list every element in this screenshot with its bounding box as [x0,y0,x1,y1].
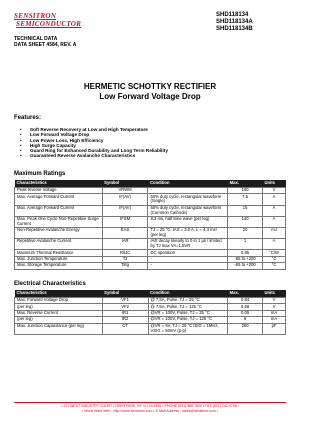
cell-condition: @ 7.5A, Pulse, TJ = 25 °C [148,298,228,304]
feature-item: • High Surge Capacity [20,143,168,148]
table-row [15,205,286,216]
cell-symbol: VF2 [102,304,148,310]
cell-symbol: IR1 [102,310,148,316]
cell-max: 1 [228,239,263,250]
column-header: Max. [228,180,263,188]
column-header: Units [263,180,286,188]
cell-max: 250 [228,323,263,334]
cell-units: °C [263,256,286,262]
cell-units: °C/W [263,250,286,256]
cell-units: mA [263,310,286,316]
cell-symbol: TJ [102,256,148,262]
cell-symbol: VF1 [102,298,148,304]
table-row [15,227,286,238]
cell-condition: - [148,256,228,262]
max-ratings-heading: Maximum Ratings [14,171,66,177]
cell-condition: @VR = 100V, Pulse, TJ = 125 °C [148,317,228,323]
cell-symbol: VRWM [102,188,148,194]
cell-symbol: IFSM [102,216,148,227]
cell-characteristic: Repetitive Avalanche Current [15,239,103,250]
table-row [15,194,286,205]
cell-units: mJ [263,227,286,238]
cell-max: -65 to +200 [228,263,263,269]
cell-units: A [263,205,286,216]
cell-condition: DC operation [148,250,228,256]
cell-characteristic: Max. Storage Temperature [15,263,103,269]
cell-units: °C [263,263,286,269]
cell-characteristic: Max. Average Forward Current [15,194,103,205]
footer-address: • 221 WEST INDUSTRY COURT • DEER PARK, NY 11729-4681 • PHONE (631) 586-7600 • FAX (631) 242-9798 • [61,404,239,408]
company-logo [14,12,81,28]
cell-characteristic: Max. Junction Capacitance (per leg) [15,323,103,334]
cell-units: A [263,194,286,205]
part-number: SHD118134 [216,12,249,18]
table-row [15,323,286,334]
tech-header-line-1: TECHNICAL DATA [14,36,58,42]
cell-max: 0.84 [228,298,263,304]
feature-item: • Soft Reverse Recovery at Low and High Temperature [20,127,168,132]
cell-symbol: Tstg [102,263,148,269]
cell-max: 7.5 [228,194,263,205]
column-header: Characteristics [15,180,103,188]
cell-condition: - [148,188,228,194]
cell-units: V [263,188,286,194]
cell-characteristic: Max. Junction Temperature [15,256,103,262]
max-ratings-body [15,188,286,270]
features-list [20,127,168,159]
cell-symbol: EAS [102,227,148,238]
cell-characteristic: Max. Peak One Cycle Non-Repetitive Surge Current [15,216,103,227]
column-header: Symbol [102,290,148,298]
part-number: SHD118134B [216,26,253,32]
tech-header-line-2: DATA SHEET 4584, REV. A [14,42,77,48]
column-header: Symbol [102,180,148,188]
part-number-list [216,12,253,33]
feature-item: • Low Forward Voltage Drop [20,132,168,137]
cell-characteristic: Max. Reverse Current [15,310,103,316]
footer-divider [14,402,286,403]
cell-condition: 8.3 ms, half Sine wave (per leg) [148,216,228,227]
cell-symbol: RθJC [102,250,148,256]
cell-symbol: IF(AV) [102,205,148,216]
table-row [15,298,286,304]
cell-condition: @VR = 100V, Pulse, TJ = 25 °C [148,310,228,316]
cell-characteristic: (per leg) [15,317,103,323]
cell-symbol: IF(AV) [102,194,148,205]
column-header: Condition [148,180,228,188]
cell-symbol: IAR [102,239,148,250]
cell-condition: TJ = 25 °C, IAS = 3.0 A, L = 4.4 mH (per leg) [148,227,228,238]
cell-symbol: IR2 [102,317,148,323]
elec-chars-body [15,298,286,335]
logo-line-2: SEMICONDUCTOR [16,20,82,28]
cell-characteristic: Max. Forward Voltage Drop [15,298,103,304]
max-ratings-table [14,180,286,270]
elec-chars-heading: Electrical Characteristics [14,281,86,287]
cell-units: V [263,298,286,304]
cell-max: 15 [228,205,263,216]
cell-characteristic: (per leg) [15,304,103,310]
cell-max: 0.05 [228,310,263,316]
column-header: Units [263,290,286,298]
footer [0,404,300,413]
cell-units: pF [263,323,286,334]
table-row [15,263,286,269]
cell-max: 0.85 [228,250,263,256]
cell-characteristic: Maximum Thermal Resistance [15,250,103,256]
cell-max: 6 [228,317,263,323]
cell-units: A [263,239,286,250]
cell-condition: 50% duty cycle, rectangular waveform (Single) [148,194,228,205]
logo-line-1: SENSITRON [14,12,57,20]
table-row [15,188,286,194]
title-line-1: HERMETIC SCHOTTKY RECTIFIER [83,82,217,91]
cell-units: A [263,216,286,227]
cell-units: mA [263,317,286,323]
column-header: Characteristics [15,290,103,298]
cell-characteristic: Peak Inverse Voltage [15,188,103,194]
cell-condition: - [148,263,228,269]
footer-web: • World Wide Web - http://www.sensitron.com • E-Mail Address - sales@sensitron.com • [82,408,218,413]
elec-chars-table [14,290,286,335]
feature-item: • Guard Ring for Enhanced Durability and Long Term Reliability [20,148,168,153]
column-header: Condition [148,290,228,298]
column-header: Max. [228,290,263,298]
table-row [15,239,286,250]
title-line-2: Low Forward Voltage Drop [99,92,201,101]
cell-max: 20 [228,227,263,238]
cell-symbol: CT [102,323,148,334]
cell-max: 140 [228,216,263,227]
cell-max: 0.68 [228,304,263,310]
cell-condition: 50% duty cycle, rectangular waveform (Common Cathode) [148,205,228,216]
cell-characteristic: Non-Repetitive Avalanche Energy [15,227,103,238]
cell-max: 100 [228,188,263,194]
part-number: SHD118134A [216,19,253,25]
cell-condition: @ 7.5A, Pulse, TJ = 125 °C [148,304,228,310]
cell-units: V [263,304,286,310]
cell-condition: @VR = 5V, TJ = 25 °C fSIG = 1MHz, VSIG = 50mV (p-p) [148,323,228,334]
cell-condition: IAR decay linearly to 0 in 1 µs / limited by TJ max VA=1.5VR [148,239,228,250]
tech-header [14,36,76,48]
feature-item: • Low Power Loss, High Efficiency [20,138,168,143]
page-title [0,82,300,102]
cell-max: -65 to +200 [228,256,263,262]
table-row [15,216,286,227]
cell-characteristic: Max. Average Forward Current [15,205,103,216]
features-heading: Features: [14,115,42,121]
feature-item: • Guaranteed Reverse Avalanche Characteristics [20,153,168,158]
